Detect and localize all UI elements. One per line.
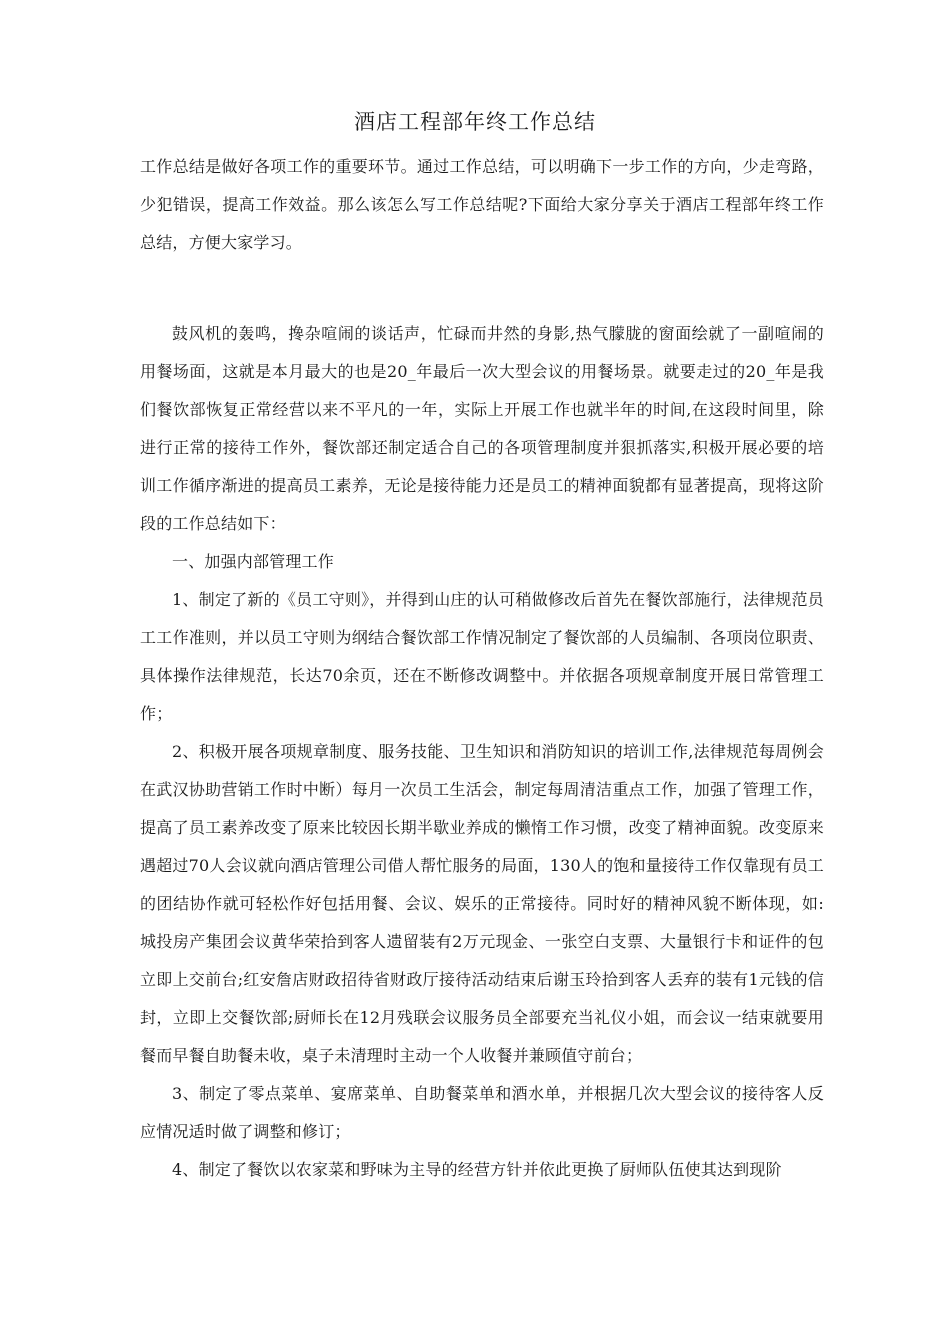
intro-paragraph: 工作总结是做好各项工作的重要环节。通过工作总结，可以明确下一步工作的方向，少走弯路，少犯错误，提高工作效益。那么该怎么写工作总结呢?下面给大家分享关于酒店工程部年终工作总结，方便大家学习。 — [140, 157, 824, 252]
body-paragraph-item-1: 1、制定了新的《员工守则》，并得到山庄的认可稍做修改后首先在餐饮部施行，法律规范员工工作准则，并以员工守则为纲结合餐饮部工作情况制定了餐饮部的人员编制、各项岗位职责、具体操作法律规范，长达70余页，还在不断修改调整中。并依据各项规章制度开展日常管理工作； — [140, 590, 824, 723]
body-paragraph-item-3: 3、制定了零点菜单、宴席菜单、自助餐菜单和酒水单，并根据几次大型会议的接待客人反应情况适时做了调整和修订； — [140, 1084, 824, 1141]
body-paragraph-item-2: 2、积极开展各项规章制度、服务技能、卫生知识和消防知识的培训工作,法律规范每周例会在武汉协助营销工作时中断）每月一次员工生活会，制定每周清洁重点工作，加强了管理工作，提高了员工素养改变了原来比较因长期半歇业养成的懒惰工作习惯，改变了精神面貌。改变原来遇超过70人会议就向酒店管理公司借人帮忙服务的局面，130人的饱和量接待工作仅靠现有员工的团结协作就可轻松作好包括用餐、会议、娱乐的正常接待。同时好的精神风貌不断体现，如:城投房产集团会议黄华荣拾到客人遗留装有2万元现金、一张空白支票、大量银行卡和证件的包立即上交前台;红安詹店财政招待省财政厅接待活动结束后谢玉玲拾到客人丢弃的装有1元钱的信封，立即上交餐饮部;厨师长在12月残联会议服务员全部要充当礼仪小姐，而会议一结束就要用餐而早餐自助餐未收，桌子未清理时主动一个人收餐并兼顾值守前台； — [140, 742, 824, 1065]
body-paragraph-opening: 鼓风机的轰鸣，搀杂喧闹的谈话声，忙碌而井然的身影,热气朦胧的窗面绘就了一副喧闹的用餐场面，这就是本月最大的也是20_年最后一次大型会议的用餐场景。就要走过的20_年是我们餐饮部恢复正常经营以来不平凡的一年，实际上开展工作也就半年的时间,在这段时间里，除进行正常的接待工作外，餐饮部还制定适合自己的各项管理制度并狠抓落实,积极开展必要的培训工作循序渐进的提高员工素养，无论是接待能力还是员工的精神面貌都有显著提高，现将这阶段的工作总结如下： — [140, 324, 824, 533]
section-heading-internal-management: 一、加强内部管理工作 — [172, 552, 335, 571]
document-title: 酒店工程部年终工作总结 — [354, 110, 596, 134]
paragraph-spacer — [140, 262, 824, 315]
body-paragraph-item-4: 4、制定了餐饮以农家菜和野味为主导的经营方针并依此更换了厨师队伍使其达到现阶 — [172, 1160, 782, 1179]
document-body — [140, 148, 824, 1189]
